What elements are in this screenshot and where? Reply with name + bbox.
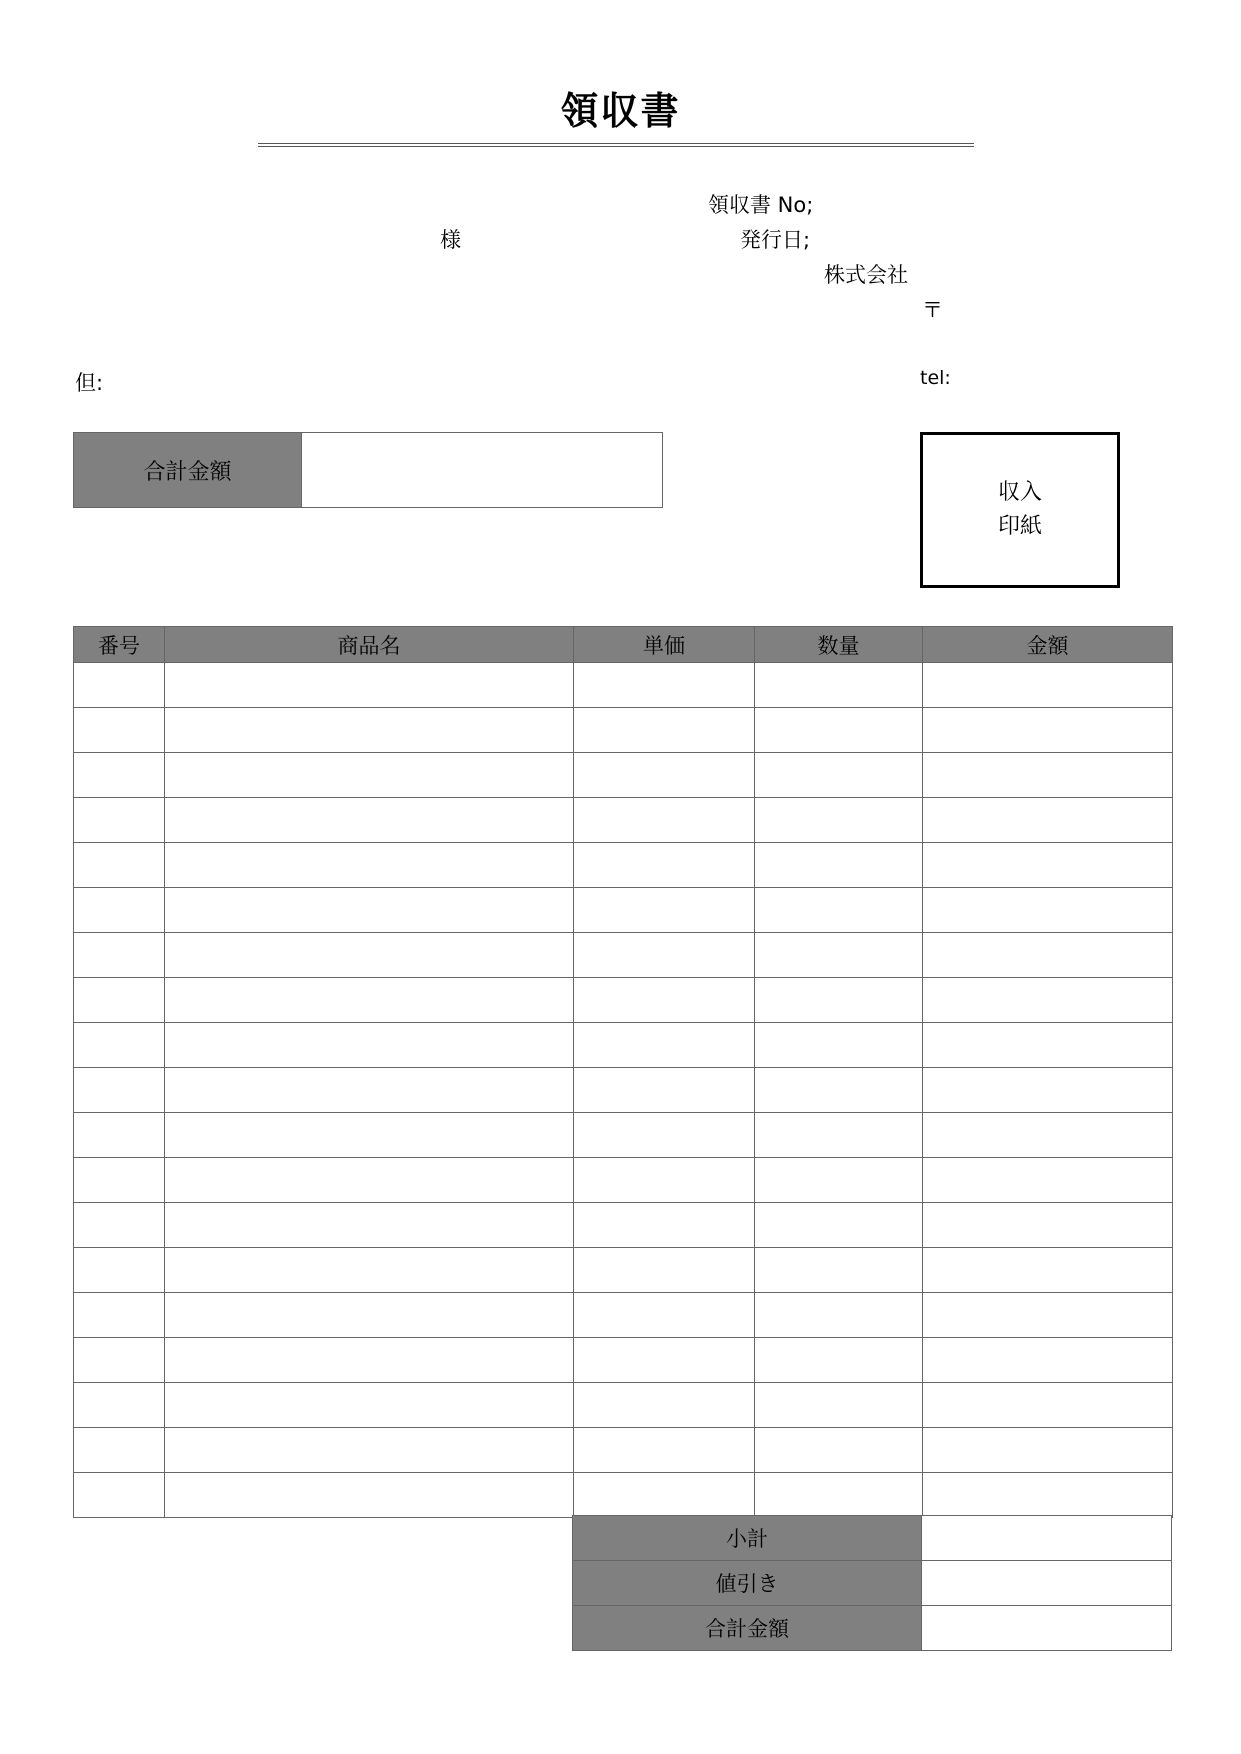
subtotal-value[interactable]	[922, 1516, 1172, 1561]
items-body	[74, 663, 1173, 1518]
amount-cell[interactable]	[923, 843, 1173, 888]
number-cell[interactable]	[74, 798, 165, 843]
subtotal-label: 小計	[573, 1516, 922, 1561]
product-name-cell[interactable]	[165, 1428, 574, 1473]
unit-price-cell[interactable]	[574, 933, 755, 978]
header-amount: 金額	[923, 627, 1173, 663]
table-row	[74, 753, 1173, 798]
product-name-cell[interactable]	[165, 933, 574, 978]
table-row	[74, 843, 1173, 888]
amount-cell[interactable]	[923, 978, 1173, 1023]
header-number: 番号	[74, 627, 165, 663]
quantity-cell[interactable]	[755, 1383, 923, 1428]
quantity-cell[interactable]	[755, 753, 923, 798]
amount-cell[interactable]	[923, 753, 1173, 798]
quantity-cell[interactable]	[755, 1248, 923, 1293]
note-label: 但:	[75, 371, 104, 395]
company-label: 株式会社	[824, 263, 908, 287]
amount-cell[interactable]	[923, 933, 1173, 978]
amount-cell[interactable]	[923, 1023, 1173, 1068]
recipient-suffix: 様	[440, 228, 461, 252]
quantity-cell[interactable]	[755, 1203, 923, 1248]
quantity-cell[interactable]	[755, 1158, 923, 1203]
total-amount-field[interactable]	[302, 433, 662, 507]
product-name-cell[interactable]	[165, 1113, 574, 1158]
quantity-cell[interactable]	[755, 978, 923, 1023]
table-row	[74, 1068, 1173, 1113]
grand-total-value[interactable]	[922, 1606, 1172, 1651]
unit-price-cell[interactable]	[574, 843, 755, 888]
amount-cell[interactable]	[923, 1428, 1173, 1473]
table-row	[74, 1293, 1173, 1338]
unit-price-cell[interactable]	[574, 1248, 755, 1293]
unit-price-cell[interactable]	[574, 1293, 755, 1338]
table-row	[74, 1023, 1173, 1068]
number-cell[interactable]	[74, 1158, 165, 1203]
number-cell[interactable]	[74, 1473, 165, 1518]
receipt-number-label: 領収書 No;	[708, 193, 814, 217]
product-name-cell[interactable]	[165, 1383, 574, 1428]
table-row	[74, 888, 1173, 933]
table-row	[74, 1248, 1173, 1293]
product-name-cell[interactable]	[165, 1203, 574, 1248]
amount-cell[interactable]	[923, 1158, 1173, 1203]
number-cell[interactable]	[74, 708, 165, 753]
document-title: 領収書	[560, 89, 681, 133]
table-row	[74, 1338, 1173, 1383]
number-cell[interactable]	[74, 1203, 165, 1248]
subtotal-row	[573, 1516, 1172, 1561]
quantity-cell[interactable]	[755, 888, 923, 933]
number-cell[interactable]	[74, 888, 165, 933]
unit-price-cell[interactable]	[574, 708, 755, 753]
unit-price-cell[interactable]	[574, 798, 755, 843]
amount-cell[interactable]	[923, 1203, 1173, 1248]
revenue-stamp-box	[920, 432, 1120, 588]
unit-price-cell[interactable]	[574, 1473, 755, 1518]
total-amount-box	[73, 432, 663, 508]
quantity-cell[interactable]	[755, 1428, 923, 1473]
table-row	[74, 1158, 1173, 1203]
table-row	[74, 1473, 1173, 1518]
number-cell[interactable]	[74, 1428, 165, 1473]
tel-label: tel:	[920, 367, 951, 389]
total-amount-label: 合計金額	[74, 433, 302, 507]
amount-cell[interactable]	[923, 663, 1173, 708]
table-row	[74, 1203, 1173, 1248]
product-name-cell[interactable]	[165, 1068, 574, 1113]
product-name-cell[interactable]	[165, 708, 574, 753]
title-underline	[258, 143, 974, 147]
issue-date-label: 発行日;	[740, 228, 811, 252]
unit-price-cell[interactable]	[574, 978, 755, 1023]
number-cell[interactable]	[74, 1338, 165, 1383]
unit-price-cell[interactable]	[574, 1113, 755, 1158]
unit-price-cell[interactable]	[574, 1023, 755, 1068]
discount-label: 値引き	[573, 1561, 922, 1606]
quantity-cell[interactable]	[755, 1068, 923, 1113]
amount-cell[interactable]	[923, 1473, 1173, 1518]
grand-total-label: 合計金額	[573, 1606, 922, 1651]
amount-cell[interactable]	[923, 798, 1173, 843]
table-row	[74, 978, 1173, 1023]
amount-cell[interactable]	[923, 1293, 1173, 1338]
table-row	[74, 708, 1173, 753]
product-name-cell[interactable]	[165, 1338, 574, 1383]
product-name-cell[interactable]	[165, 1023, 574, 1068]
amount-cell[interactable]	[923, 888, 1173, 933]
unit-price-cell[interactable]	[574, 1158, 755, 1203]
product-name-cell[interactable]	[165, 1293, 574, 1338]
amount-cell[interactable]	[923, 1248, 1173, 1293]
quantity-cell[interactable]	[755, 1338, 923, 1383]
table-row	[74, 663, 1173, 708]
table-row	[74, 933, 1173, 978]
unit-price-cell[interactable]	[574, 1068, 755, 1113]
unit-price-cell[interactable]	[574, 1383, 755, 1428]
quantity-cell[interactable]	[755, 1473, 923, 1518]
product-name-cell[interactable]	[165, 1473, 574, 1518]
grand-total-row	[573, 1606, 1172, 1651]
stamp-label-line2: 印紙	[997, 514, 1042, 539]
product-name-cell[interactable]	[165, 888, 574, 933]
discount-value[interactable]	[922, 1561, 1172, 1606]
items-header-row	[74, 627, 1173, 663]
quantity-cell[interactable]	[755, 1113, 923, 1158]
quantity-cell[interactable]	[755, 843, 923, 888]
table-row	[74, 1428, 1173, 1473]
amount-cell[interactable]	[923, 708, 1173, 753]
quantity-cell[interactable]	[755, 708, 923, 753]
unit-price-cell[interactable]	[574, 1203, 755, 1248]
unit-price-cell[interactable]	[574, 753, 755, 798]
table-row	[74, 798, 1173, 843]
number-cell[interactable]	[74, 978, 165, 1023]
stamp-label-line1: 収入	[997, 480, 1042, 505]
product-name-cell[interactable]	[165, 978, 574, 1023]
unit-price-cell[interactable]	[574, 663, 755, 708]
header-product-name: 商品名	[165, 627, 574, 663]
number-cell[interactable]	[74, 1023, 165, 1068]
table-row	[74, 1383, 1173, 1428]
discount-row	[573, 1561, 1172, 1606]
product-name-cell[interactable]	[165, 798, 574, 843]
amount-cell[interactable]	[923, 1068, 1173, 1113]
items-table	[73, 626, 1173, 1518]
unit-price-cell[interactable]	[574, 1428, 755, 1473]
quantity-cell[interactable]	[755, 663, 923, 708]
quantity-cell[interactable]	[755, 798, 923, 843]
number-cell[interactable]	[74, 843, 165, 888]
product-name-cell[interactable]	[165, 753, 574, 798]
product-name-cell[interactable]	[165, 1248, 574, 1293]
number-cell[interactable]	[74, 753, 165, 798]
header-quantity: 数量	[755, 627, 923, 663]
table-row	[74, 1113, 1173, 1158]
number-cell[interactable]	[74, 1068, 165, 1113]
number-cell[interactable]	[74, 1293, 165, 1338]
number-cell[interactable]	[74, 1113, 165, 1158]
unit-price-cell[interactable]	[574, 888, 755, 933]
amount-cell[interactable]	[923, 1383, 1173, 1428]
summary-table	[572, 1515, 1172, 1651]
number-cell[interactable]	[74, 933, 165, 978]
number-cell[interactable]	[74, 663, 165, 708]
amount-cell[interactable]	[923, 1113, 1173, 1158]
unit-price-cell[interactable]	[574, 1338, 755, 1383]
product-name-cell[interactable]	[165, 843, 574, 888]
number-cell[interactable]	[74, 1383, 165, 1428]
product-name-cell[interactable]	[165, 663, 574, 708]
quantity-cell[interactable]	[755, 933, 923, 978]
header-unit-price: 単価	[574, 627, 755, 663]
number-cell[interactable]	[74, 1248, 165, 1293]
quantity-cell[interactable]	[755, 1023, 923, 1068]
postal-mark: 〒	[922, 298, 943, 322]
amount-cell[interactable]	[923, 1338, 1173, 1383]
quantity-cell[interactable]	[755, 1293, 923, 1338]
product-name-cell[interactable]	[165, 1158, 574, 1203]
